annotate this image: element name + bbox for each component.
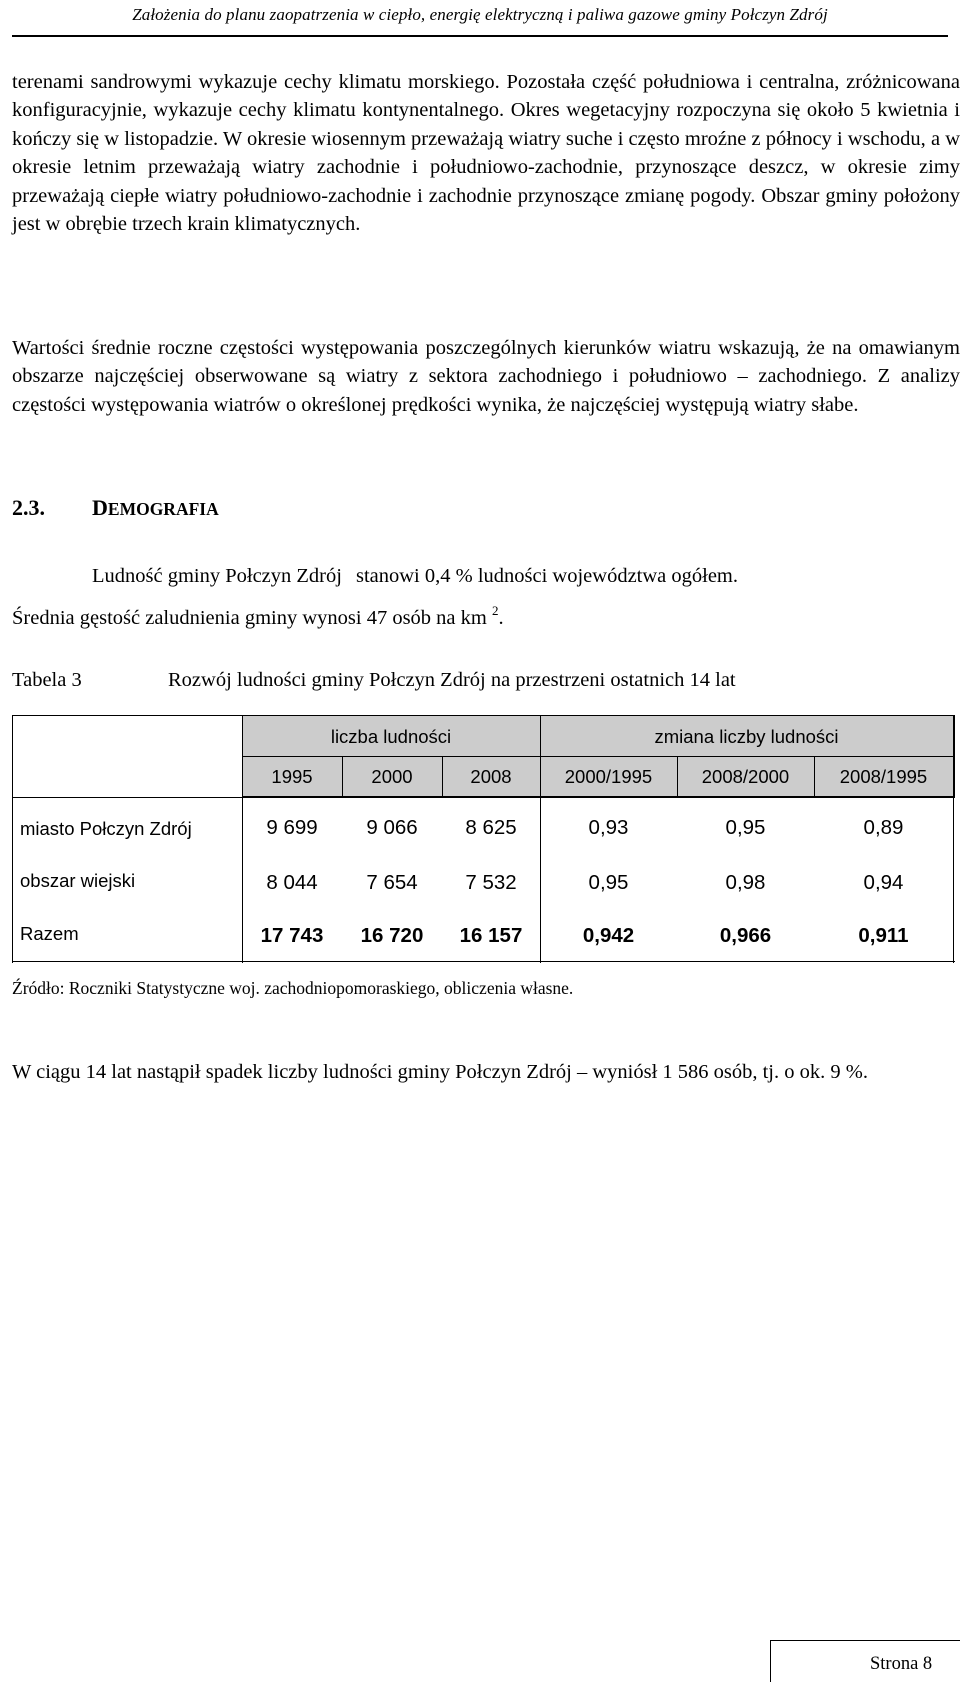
table-cell: 8 625 — [465, 816, 517, 839]
column-header: 2000/1995 — [564, 766, 653, 787]
table-cell: 16 157 — [459, 924, 523, 947]
table-cell: 0,93 — [588, 816, 629, 839]
table-cell: 0,94 — [863, 871, 904, 894]
table-label: Tabela 3 — [12, 669, 82, 691]
column-header: 2008 — [470, 766, 512, 787]
table-cell: 0,98 — [725, 871, 766, 894]
population-share-part2: stanowi 0,4 % ludności województwa ogółem. — [355, 565, 739, 587]
population-share-part1: Ludność gminy Połczyn Zdrój — [92, 565, 342, 587]
table-cell: 0,966 — [719, 924, 772, 947]
row-label-rural: obszar wiejski — [20, 870, 136, 891]
table-cell: 0,942 — [582, 924, 635, 947]
section-title-initial: D — [92, 495, 108, 520]
density-end: . — [498, 607, 504, 629]
table-cell: 0,89 — [863, 816, 904, 839]
section-heading — [12, 495, 219, 521]
paragraph-wind: Wartości średnie roczne częstości występowania poszczególnych kierunków wiatru wskazują, że na omawianym obszarze najczęściej obserwowane są wiatry z sektora zachodniego i południowo – zachodniego. Z analizy częstości występowania wiatrów o określonej prędkości wynika, że najczęściej występują wiatry słabe. — [12, 337, 960, 416]
table-cell: 7 654 — [366, 871, 418, 894]
table-cell: 16 720 — [360, 924, 424, 947]
density-text: Średnia gęstość zaludnienia gminy wynosi 47 osób na km — [12, 607, 487, 629]
table-cell: 7 532 — [465, 871, 517, 894]
paragraph-conclusion: W ciągu 14 lat nastąpił spadek liczby ludności gminy Połczyn Zdrój – wyniósł 1 586 osób, tj. o ok. 9 %. — [12, 1061, 868, 1083]
population-share-line — [92, 565, 738, 588]
table-cell: 0,911 — [858, 924, 909, 947]
table-title: Rozwój ludności gminy Połczyn Zdrój na przestrzeni ostatnich 14 lat — [168, 669, 736, 691]
table-cell: 9 066 — [366, 816, 418, 839]
row-label-total: Razem — [20, 923, 79, 944]
header-title: Założenia do planu zaopatrzenia w ciepło, energię elektryczną i paliwa gazowe gminy Połczyn Zdrój — [132, 5, 828, 24]
paragraph-climate: terenami sandrowymi wykazuje cechy klimatu morskiego. Pozostała część południowa i centralna, zróżnicowana konfiguracyjnie, wykazuje cechy klimatu kontynentalnego. Okres wegetacyjny rozpoczyna się około 5 kwietnia i kończy się w listopadzie. W okresie wiosennym przeważają wiatry suche i często mroźne z północy i wschodu, a w okresie letnim przeważają wiatry zachodnie i południowo-zachodnie, przynoszące deszcz, w okresie zimy przeważają ciepłe wiatry południowo-zachodnie i zachodnie przynoszące zmianę pogody. Obszar gminy położony jest w obrębie trzech krain klimatycznych. — [12, 71, 960, 236]
section-title-rest: EMOGRAFIA — [107, 499, 219, 519]
column-header: 2008/1995 — [839, 766, 928, 787]
table-cell: 0,95 — [725, 816, 766, 839]
header-divider — [12, 35, 948, 37]
page-number: Strona 8 — [870, 1654, 933, 1674]
group-header-change: zmiana liczby ludności — [654, 726, 839, 747]
table-top-border — [12, 715, 955, 716]
table-header-divider — [242, 756, 955, 757]
table-right-border — [953, 715, 954, 963]
section-number: 2.3. — [12, 495, 45, 520]
column-header: 1995 — [271, 766, 313, 787]
population-table — [12, 715, 955, 963]
group-header-population: liczba ludności — [330, 726, 452, 747]
density-line — [12, 603, 504, 630]
table-cell: 9 699 — [266, 816, 318, 839]
table-cell: 0,95 — [588, 871, 629, 894]
row-label-town: miasto Połczyn Zdrój — [20, 818, 192, 839]
table-left-border — [12, 715, 13, 963]
density-superscript: 2 — [491, 603, 499, 618]
table-source: Źródło: Roczniki Statystyczne woj. zachodniopomoraskiego, obliczenia własne. — [12, 978, 574, 998]
table-bottom-border — [12, 961, 955, 962]
column-header: 2008/2000 — [701, 766, 790, 787]
column-header: 2000 — [371, 766, 413, 787]
table-cell: 17 743 — [260, 924, 324, 947]
page-header — [0, 0, 960, 25]
table-header-bottom-border — [12, 797, 955, 798]
table-cell: 8 044 — [266, 871, 318, 894]
